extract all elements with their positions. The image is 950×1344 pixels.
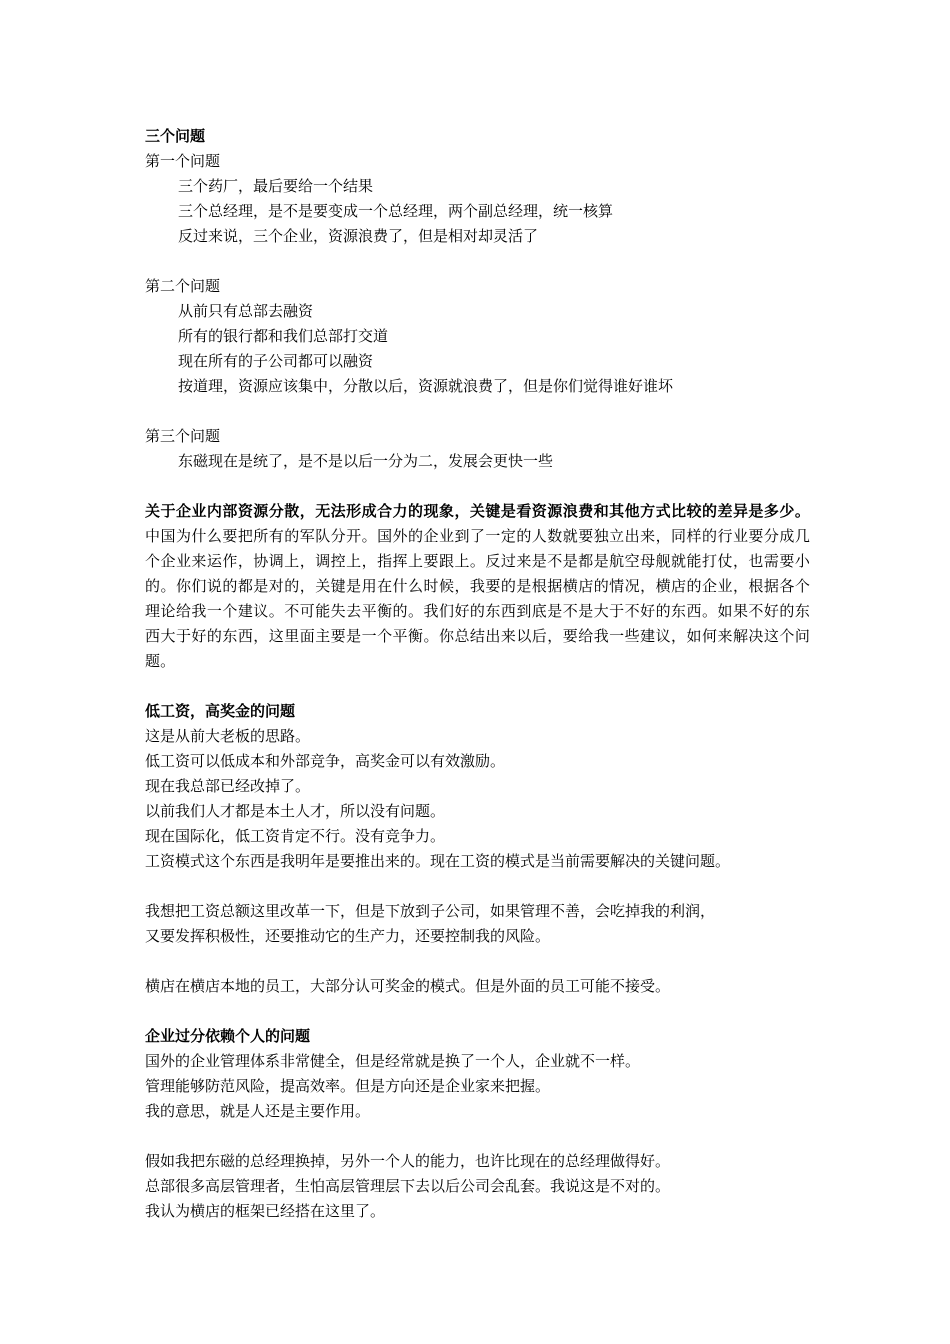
spacer xyxy=(145,1124,810,1149)
resource-dispersion-body: 中国为什么要把所有的军队分开。国外的企业到了一定的人数就要独立出来，同样的行业要分成几个企业来运作，协调上，调控上，指挥上要跟上。反过来是不是都是航空母舰就能打仗，也需要小的。你们说的都是对的，关键是用在什么时候，我要的是根据横店的情况，横店的企业，根据各个理论给我一个建议。不可能失去平衡的。我们好的东西到底是不是大于不好的东西。如果不好的东西大于好的东西，这里面主要是一个平衡。你总结出来以后，要给我一些建议，如何来解决这个问题。 xyxy=(145,527,810,670)
question-1-line: 反过来说，三个企业，资源浪费了，但是相对却灵活了 xyxy=(178,227,539,245)
question-1-line: 三个总经理，是不是要变成一个总经理，两个副总经理，统一核算 xyxy=(178,202,614,220)
spacer xyxy=(145,874,810,899)
document-page xyxy=(145,124,810,1224)
low-wage-line: 工资模式这个东西是我明年是要推出来的。现在工资的模式是当前需要解决的关键问题。 xyxy=(145,852,731,870)
question-2-line: 按道理，资源应该集中，分散以后，资源就浪费了，但是你们觉得谁好谁坏 xyxy=(178,377,674,395)
manager-change-line: 总部很多高层管理者，生怕高层管理层下去以后公司会乱套。我说这是不对的。 xyxy=(145,1177,671,1195)
low-wage-line: 现在我总部已经改掉了。 xyxy=(145,777,311,795)
low-wage-line: 以前我们人才都是本土人才，所以没有问题。 xyxy=(145,802,446,820)
bonus-model-line: 横店在横店本地的员工，大部分认可奖金的模式。但是外面的员工可能不接受。 xyxy=(145,977,671,995)
resource-dispersion-paragraph xyxy=(145,499,810,674)
low-wage-line: 现在国际化，低工资肯定不行。没有竞争力。 xyxy=(145,827,446,845)
wage-reform-line: 又要发挥积极性，还要推动它的生产力，还要控制我的风险。 xyxy=(145,927,551,945)
question-2-heading: 第二个问题 xyxy=(145,277,221,295)
section-title-three-questions: 三个问题 xyxy=(145,127,206,145)
spacer xyxy=(145,949,810,974)
manager-change-line: 假如我把东磁的总经理换掉，另外一个人的能力，也许比现在的总经理做得好。 xyxy=(145,1152,671,1170)
question-2-line: 现在所有的子公司都可以融资 xyxy=(178,352,374,370)
individual-reliance-line: 管理能够防范风险，提高效率。但是方向还是企业家来把握。 xyxy=(145,1077,551,1095)
question-2-line: 从前只有总部去融资 xyxy=(178,302,314,320)
question-1-heading: 第一个问题 xyxy=(145,152,221,170)
section-title-low-wage: 低工资，高奖金的问题 xyxy=(145,702,296,720)
spacer xyxy=(145,999,810,1024)
spacer xyxy=(145,674,810,699)
spacer xyxy=(145,474,810,499)
spacer xyxy=(145,399,810,424)
manager-change-line: 我认为横店的框架已经搭在这里了。 xyxy=(145,1202,386,1220)
question-3-line: 东磁现在是统了，是不是以后一分为二，发展会更快一些 xyxy=(178,452,554,470)
spacer xyxy=(145,249,810,274)
question-2-line: 所有的银行都和我们总部打交道 xyxy=(178,327,389,345)
low-wage-line: 低工资可以低成本和外部竞争，高奖金可以有效激励。 xyxy=(145,752,506,770)
resource-dispersion-lead: 关于企业内部资源分散，无法形成合力的现象，关键是看资源浪费和其他方式比较的差异是多少。 xyxy=(145,502,810,520)
section-title-individual-reliance: 企业过分依赖个人的问题 xyxy=(145,1027,311,1045)
question-1-line: 三个药厂，最后要给一个结果 xyxy=(178,177,374,195)
individual-reliance-line: 国外的企业管理体系非常健全，但是经常就是换了一个人，企业就不一样。 xyxy=(145,1052,641,1070)
individual-reliance-line: 我的意思，就是人还是主要作用。 xyxy=(145,1102,371,1120)
question-3-heading: 第三个问题 xyxy=(145,427,221,445)
wage-reform-line: 我想把工资总额这里改革一下，但是下放到子公司，如果管理不善，会吃掉我的利润， xyxy=(145,902,716,920)
low-wage-line: 这是从前大老板的思路。 xyxy=(145,727,311,745)
